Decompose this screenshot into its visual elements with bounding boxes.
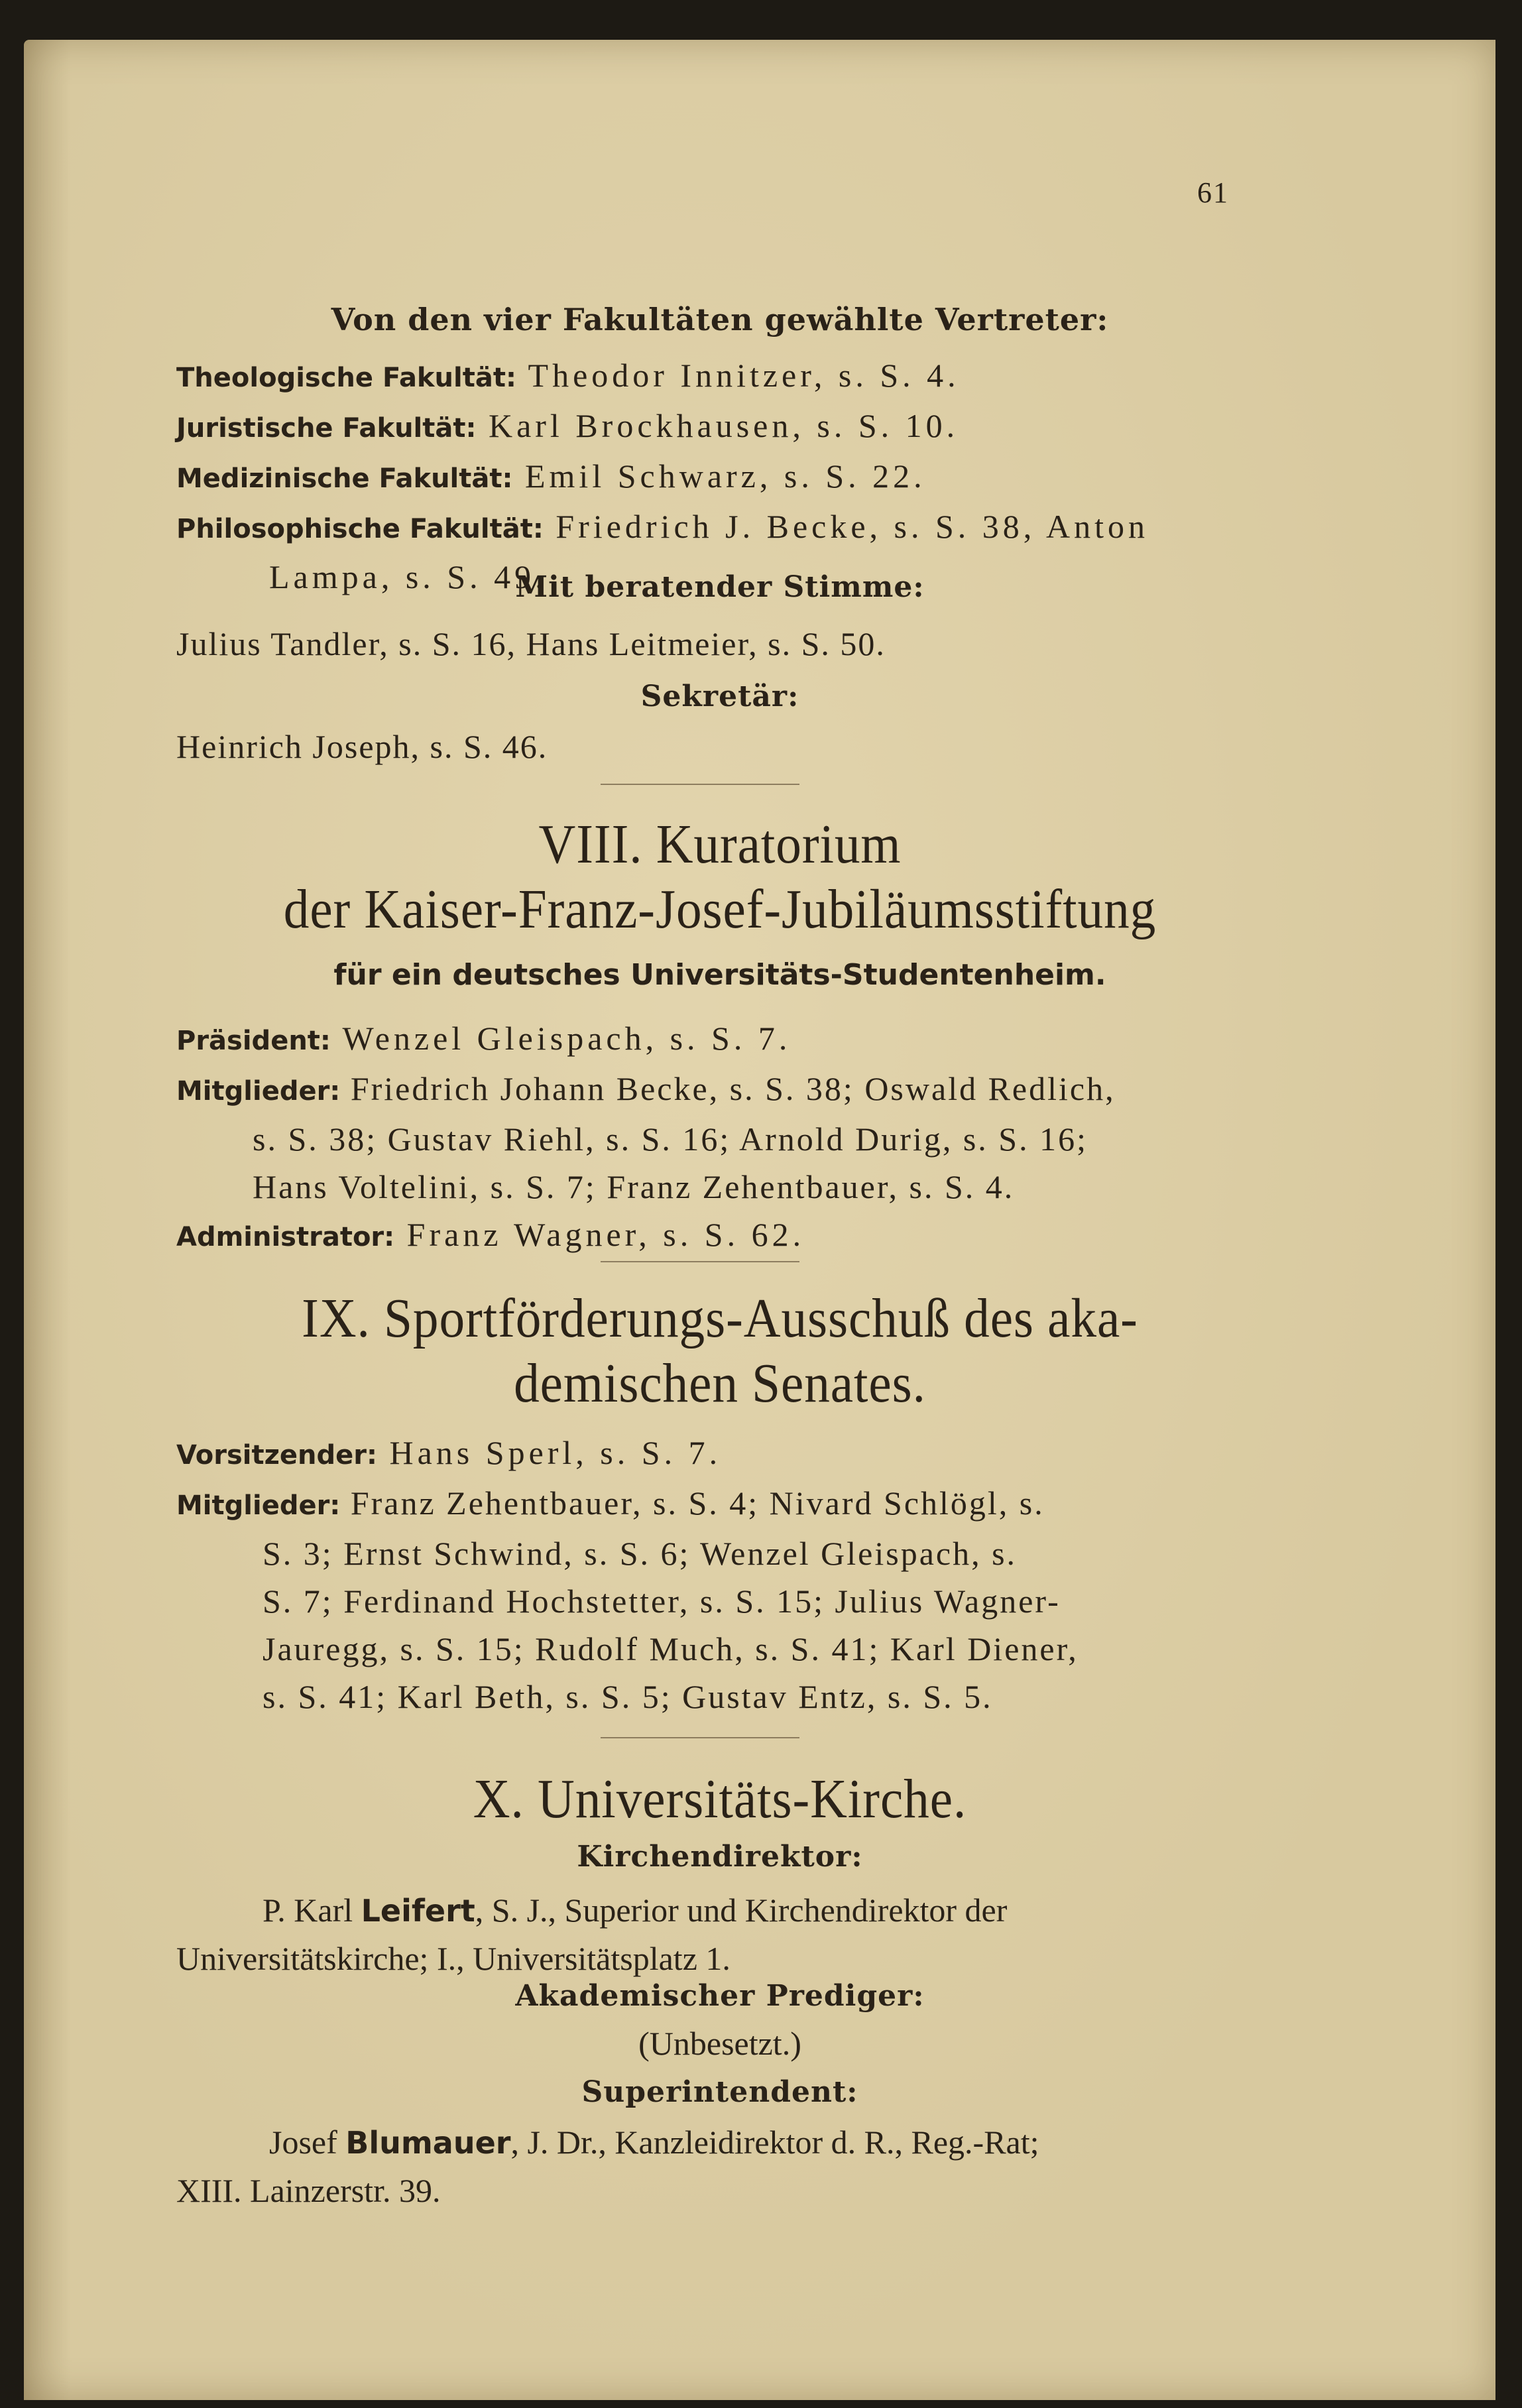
secretary-line: Heinrich Joseph, s. S. 46. [176,728,548,765]
section-x-title: X. Universitäts-Kirche. [473,1768,967,1830]
preacher-text: (Unbesetzt.) [638,2025,801,2062]
advisory-line-block [176,620,1263,668]
director-line [176,1886,1263,1935]
advisory-line: Julius Tandler, s. S. 16, Hans Leitmeier, s. S. 50. [176,625,886,662]
secretary-line-block [176,723,1263,770]
superintendent-prefix: Josef [269,2124,346,2161]
members-line [176,1065,1263,1115]
chair-line [176,1429,1263,1479]
faculty-rep: Friedrich J. Becke, s. S. 38, Anton [543,508,1149,545]
secretary-heading-block [176,680,1263,713]
director-heading-block [176,1840,1263,1874]
advisory-heading: Mit beratender Stimme: [515,570,925,604]
administrator-line [176,1211,1263,1261]
members-label: Mitglieder: [176,1076,341,1107]
document-page [24,40,1495,2400]
preacher-heading: Akademischer Prediger: [515,1979,925,2013]
members-text: Franz Zehentbauer, s. S. 4; Nivard Schlögl, s. [340,1484,1045,1522]
president-line [176,1014,1263,1065]
faculty-label: Theologische Fakultät: [176,363,516,393]
members-text: Friedrich Johann Becke, s. S. 38; Oswald Redlich, [340,1070,1116,1107]
faculty-reps-heading: Von den vier Fakultäten gewählte Vertreter: [331,302,1109,337]
director-name: Leifert [361,1893,475,1929]
faculty-rep: Theodor Innitzer, s. S. 4. [516,357,960,394]
section-viii-subtitle: für ein deutsches Universitäts-Studentenheim. [333,958,1106,992]
section-viii-title: VIII. Kuratorium [538,813,902,875]
members-label: Mitglieder: [176,1490,341,1521]
faculty-rep: Emil Schwarz, s. S. 22. [512,457,926,495]
section-ix [176,1286,1263,1416]
superintendent-address: XIII. Lainzerstr. 39. [176,2172,441,2209]
president-name: Wenzel Gleispach, s. S. 7. [330,1020,791,1057]
divider [601,1261,799,1262]
faculty-label: Juristische Fakultät: [176,413,477,444]
faculty-line [176,452,1263,503]
members-line: S. 3; Ernst Schwind, s. S. 6; Wenzel Gleispach, s. [263,1535,1018,1572]
administrator-name: Franz Wagner, s. S. 62. [394,1216,805,1253]
director-heading: Kirchendirektor: [577,1840,863,1874]
superintendent-line [176,2118,1263,2167]
members-line [176,1479,1263,1530]
divider [601,1737,799,1738]
superintendent-rest: , J. Dr., Kanzleidirektor d. R., Reg.-Rat; [510,2124,1039,2161]
superintendent-heading: Superintendent: [581,2075,858,2109]
director-address: Universitätskirche; I., Universitätsplatz 1. [176,1940,731,1977]
faculty-line [176,503,1263,553]
section-viii-body [176,1014,1263,1261]
section-ix-title: IX. Sportförderungs-Ausschuß des aka- [302,1288,1138,1349]
advisory-heading-block [176,570,1263,604]
divider [601,784,799,785]
director-prefix: P. Karl [263,1892,361,1929]
faculty-line [176,351,1263,402]
secretary-heading: Sekretär: [640,680,799,713]
director-body [176,1886,1263,1982]
section-viii [176,812,1263,942]
preacher-block [176,1979,1263,2067]
faculty-label: Medizinische Fakultät: [176,463,513,494]
administrator-label: Administrator: [176,1222,395,1252]
director-rest: , S. J., Superior und Kirchendirektor der [475,1892,1008,1929]
faculty-rep: Karl Brockhausen, s. S. 10. [476,407,959,444]
section-viii-subtitle-block [176,958,1263,992]
chair-label: Vorsitzender: [176,1440,377,1471]
superintendent-name: Blumauer [345,2125,511,2161]
members-line: s. S. 38; Gustav Riehl, s. S. 16; Arnold Durig, s. S. 16; [253,1120,1088,1158]
superintendent-body [176,2118,1263,2214]
chair-name: Hans Sperl, s. S. 7. [377,1434,722,1471]
members-line: Hans Voltelini, s. S. 7; Franz Zehentbauer, s. S. 4. [253,1168,1015,1205]
members-line: Jauregg, s. S. 15; Rudolf Much, s. S. 41; Karl Diener, [263,1630,1079,1667]
members-line: s. S. 41; Karl Beth, s. S. 5; Gustav Entz, s. S. 5. [263,1678,993,1715]
section-viii-title-2: der Kaiser-Franz-Josef-Jubiläumsstiftung [283,878,1157,940]
superintendent-heading-block [176,2075,1263,2109]
faculty-continuation: Lampa, s. S. 49. [269,558,548,595]
section-x [176,1767,1263,1832]
president-label: Präsident: [176,1026,331,1056]
faculty-label: Philosophische Fakultät: [176,514,544,544]
faculty-line [176,402,1263,452]
section-ix-title-2: demischen Senates. [514,1353,926,1414]
members-line: S. 7; Ferdinand Hochstetter, s. S. 15; Julius Wagner- [263,1583,1061,1620]
page-number: 61 [1197,176,1229,209]
faculty-reps-list [176,351,1263,601]
section-ix-body [176,1429,1263,1720]
faculty-reps-section [176,302,1263,337]
